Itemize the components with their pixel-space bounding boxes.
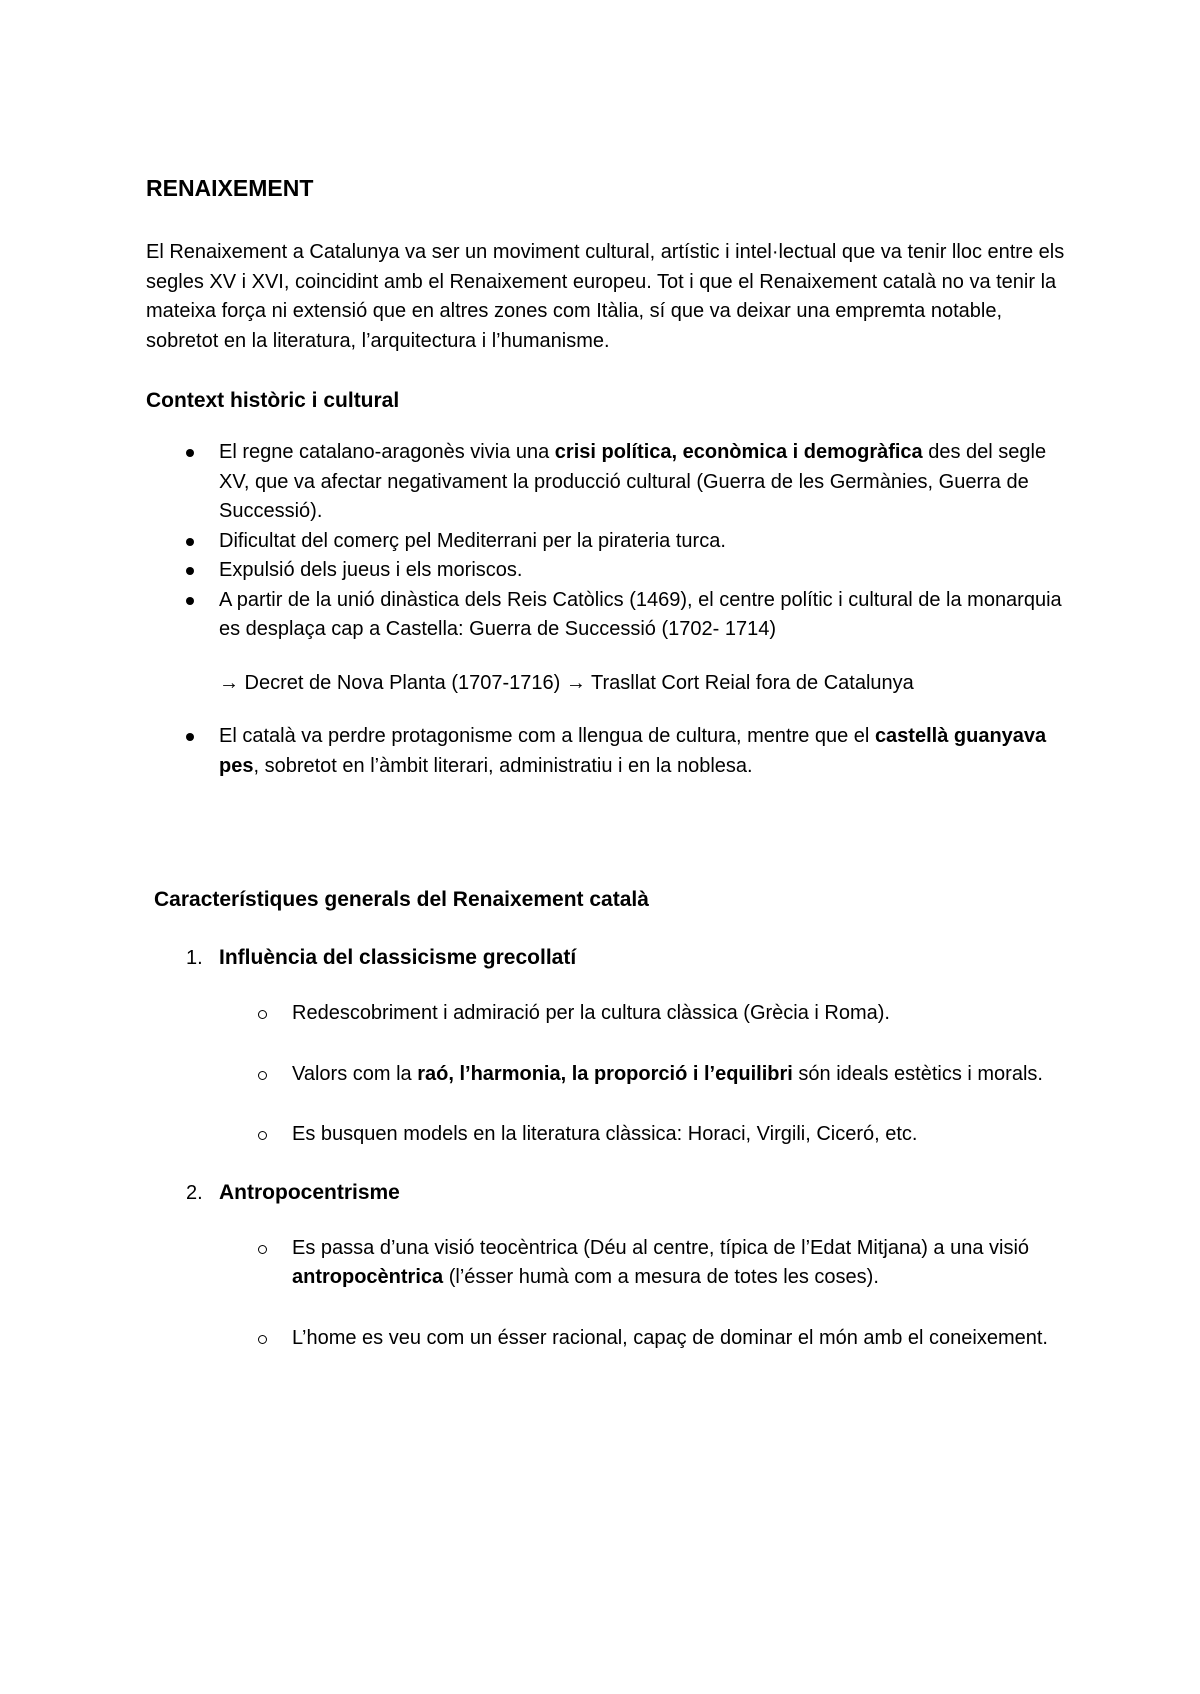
context-bullet-1: [146, 438, 1066, 527]
document-title: RENAIXEMENT: [146, 175, 314, 201]
numbered-item-title: Antropocentrisme: [219, 1180, 400, 1204]
context-bullet-3: Expulsió dels jueus i els moriscos.: [146, 556, 1066, 586]
sub-bullet: [146, 1060, 1066, 1090]
sub-bullet: Es busquen models en la literatura clàssica: Horaci, Virgili, Ciceró, etc.: [146, 1120, 1066, 1150]
document-content: [146, 172, 1066, 1353]
context-bullet-list-2: [146, 722, 1066, 781]
context-bullet-list: [146, 438, 1066, 645]
numbered-item-1: [146, 943, 1066, 973]
bullet-text: Valors com la: [292, 1062, 418, 1085]
sub-bullet: [146, 1234, 1066, 1293]
numbered-item-title: Influència del classicisme grecollatí: [219, 946, 577, 969]
bullet-bold-text: antropocèntrica: [292, 1266, 444, 1288]
bullet-text: , sobretot en l’àmbit literari, administratiu i en la noblesa.: [253, 754, 753, 777]
bullet-bold-text: castellà guanyava pes: [219, 725, 1047, 777]
bullet-bold-text: crisi política, econòmica i demogràfica: [554, 441, 923, 463]
numbered-item-2: [146, 1178, 1066, 1208]
context-heading: Context històric i cultural: [146, 389, 400, 412]
intro-paragraph: El Renaixement a Catalunya va ser un moviment cultural, artístic i intel·lectual que va tenir lloc entre els segles XV i XVI, coincidint amb el Renaixement europeu. Tot i que el Renaixement català no va tenir la mateixa força ni extensió que en altres zones com Itàlia, sí que va deixar una empremta notable, sobretot en la literatura, l’arquitectura i l’humanisme.: [146, 241, 1065, 352]
item-number: 2.: [186, 1181, 203, 1204]
bullet-text: Es passa d’una visió teocèntrica (Déu al centre, típica de l’Edat Mitjana) a una visió: [292, 1236, 1030, 1259]
bullet-text: El català va perdre protagonisme com a llengua de cultura, mentre que el: [219, 725, 875, 747]
sub-bullet: L’home es veu com un ésser racional, capaç de dominar el món amb el coneixement.: [146, 1324, 1066, 1354]
arrow-line: → Decret de Nova Planta (1707-1716) → Trasllat Cort Reial fora de Catalunya: [219, 671, 914, 694]
context-bullet-4: A partir de la unió dinàstica dels Reis Catòlics (1469), el centre polític i cultural de la monarquia es desplaça cap a Castella: Guerra de Successió (1702- 1714): [146, 586, 1066, 645]
context-bullet-5: [146, 722, 1066, 781]
sub-bullet-list-2: [146, 1234, 1066, 1354]
characteristics-heading: Característiques generals del Renaixement català: [154, 888, 649, 911]
sub-bullet: Redescobriment i admiració per la cultura clàssica (Grècia i Roma).: [146, 999, 1066, 1029]
bullet-text: (l’ésser humà com a mesura de totes les coses).: [443, 1266, 879, 1288]
context-bullet-2: Dificultat del comerç pel Mediterrani per la pirateria turca.: [146, 527, 1066, 557]
bullet-text: són ideals estètics i morals.: [792, 1062, 1043, 1085]
bullet-text: El regne catalano-aragonès vivia una: [219, 441, 555, 463]
bullet-text: des del segle XV, que va afectar negativament la producció cultural (Guerra de les Germànies, Guerra de Successió).: [219, 441, 1047, 522]
sub-bullet-list-1: [146, 999, 1066, 1150]
bullet-bold-text: raó, l’harmonia, la proporció i l’equilibri: [417, 1062, 793, 1085]
item-number: 1.: [186, 947, 203, 969]
